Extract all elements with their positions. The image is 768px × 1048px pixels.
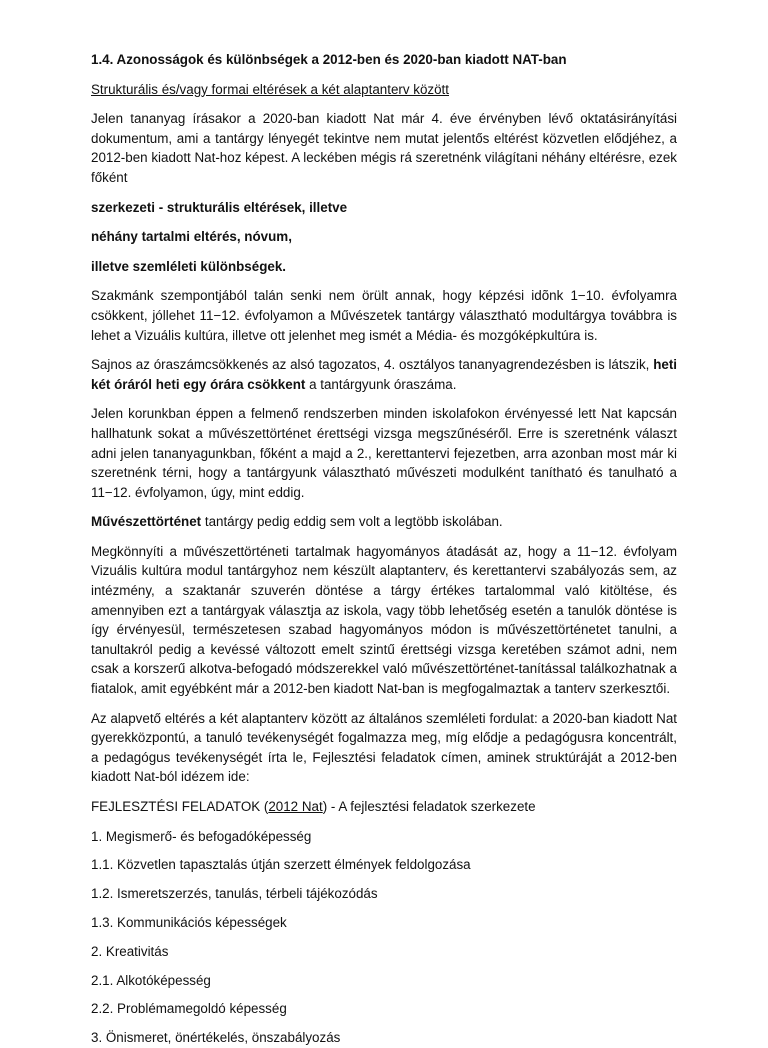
hours-text-after: a tantárgyunk óraszáma. xyxy=(305,376,457,392)
paragraph-art-history-subject xyxy=(91,512,677,532)
paragraph-perspective-shift: Az alapvető eltérés a két alaptanterv között az általános szemléleti fordulat: a 2020-ban kiadott Nat gyerekközpontú, a tanuló tevékenységét fogalmazza meg, míg elődje a pedagógusra koncentrált, a pedagógus tevékenységét írta le, Fejlesztési feladatok címen, aminek struktúráját a 2012-ben kiadott Nat-ból idézem ide: xyxy=(91,710,677,785)
list-item: 2. Kreativitás xyxy=(91,943,169,959)
development-tasks-title xyxy=(91,797,677,817)
development-tasks-list xyxy=(91,827,677,1048)
hours-text-before: Sajnos az óraszámcsökkenés az alsó tagozatos, 4. osztályos tananyagrendezésben is látszik, xyxy=(91,357,654,373)
hours-text-bold: heti két óráról heti egy órára csökkent xyxy=(91,357,677,392)
list-item: 2.1. Alkotóképesség xyxy=(91,972,211,988)
section-subheading: Strukturális és/vagy formai eltérések a két alaptanterv között xyxy=(91,81,449,97)
nat-2012-link[interactable]: 2012 Nat xyxy=(268,799,323,814)
development-tasks-after: ) - A fejlesztési feladatok szerkezete xyxy=(322,799,536,814)
paragraph-intro: Jelen tananyag írásakor a 2020-ban kiadott Nat már 4. éve érvényben lévő oktatásirányítási dokumentum, ami a tantárgy lényegét tekintve nem mutat jelentős eltérést közvetlen elődjéhez, a 2012-ben kiadott Nat-hoz képest. A leckében mégis rá szeretnénk világítani néhány eltérésre, ezek főként xyxy=(91,111,677,185)
bold-line-perspective: illetve szemléleti különbségek. xyxy=(91,258,286,274)
list-item: 1. Megismerő- és befogadóképesség xyxy=(91,828,312,844)
paragraph-training-time: Szakmánk szempontjából talán senki nem örült annak, hogy képzési idõnk 1−10. évfolyamra csökkent, jóllehet 11−12. évfolyamon a Művészetek tantárgy választható modultárgya továbbra is lehet a Vizuális kultúra, illetve ott jelenhet meg ismét a Média- és mozgóképkultúra is. xyxy=(91,288,677,343)
list-item: 1.2. Ismeretszerzés, tanulás, térbeli tájékozódás xyxy=(91,886,378,902)
paragraph-visual-culture: Megkönnyíti a művészettörténeti tartalmak hagyományos átadását az, hogy a 11−12. évfolyam Vizuális kultúra modul tantárgyhoz nem készült alaptanterv, és kerettantervi szabályozás sem, az intézmény, a szaktanár szuverén döntése a tárgy értékes tartalommal való kitöltése, és amennyiben ezt a tantárgyak választja az iskola, vagy több lehetőség esetén a tanulók döntése is így érvényesül, természetesen szabad hagyományos módon is művészettörténetet tanulni, a tanultakról pedig a kevéssé változott emelt szintű érettségi vizsga keretében számot adni, nem csak a korszerű alkotva-befogadó módszerekkel való művészettörténet-tanítással találkozhatnak a fiatalok, amit egyébként már a 2012-ben kiadott Nat-ban is megfogalmaztak a tanterv szerkesztői. xyxy=(91,543,677,697)
list-item: 1.1. Közvetlen tapasztalás útján szerzett élmények feldolgozása xyxy=(91,857,471,873)
list-item: 3. Önismeret, önértékelés, önszabályozás xyxy=(91,1030,341,1046)
art-history-after: tantárgy pedig eddig sem volt a legtöbb iskolában. xyxy=(201,514,503,530)
paragraph-art-history-exam: Jelen korunkban éppen a felmenő rendszerben minden iskolafokon érvényessé lett Nat kapcsán hallhatunk sokat a művészettörténet érettségi vizsga megszűnéséről. Erre is szeretnénk választ adni jelen tananyagunkban, főként a majd a 2., kerettantervi fejezetben, arra azonban most már ki szeretnénk térni, hogy a tantárgyunk választható művészeti modulként tanítható és tanulható a 11−12. évfolyamon, úgy, mint eddig. xyxy=(91,406,677,500)
art-history-bold: Művészettörténet xyxy=(91,514,202,530)
bold-line-structural: szerkezeti - strukturális eltérések, illetve xyxy=(91,199,348,215)
bold-line-content: néhány tartalmi eltérés, nóvum, xyxy=(91,229,292,245)
paragraph-hours-reduction xyxy=(91,355,677,394)
list-item: 1.3. Kommunikációs képességek xyxy=(91,914,287,930)
list-item: 2.2. Problémamegoldó képesség xyxy=(91,1001,287,1017)
section-heading: 1.4. Azonosságok és különbségek a 2012-ben és 2020-ban kiadott NAT-ban xyxy=(91,52,567,67)
development-tasks-before: FEJLESZTÉSI FELADATOK ( xyxy=(91,799,269,814)
